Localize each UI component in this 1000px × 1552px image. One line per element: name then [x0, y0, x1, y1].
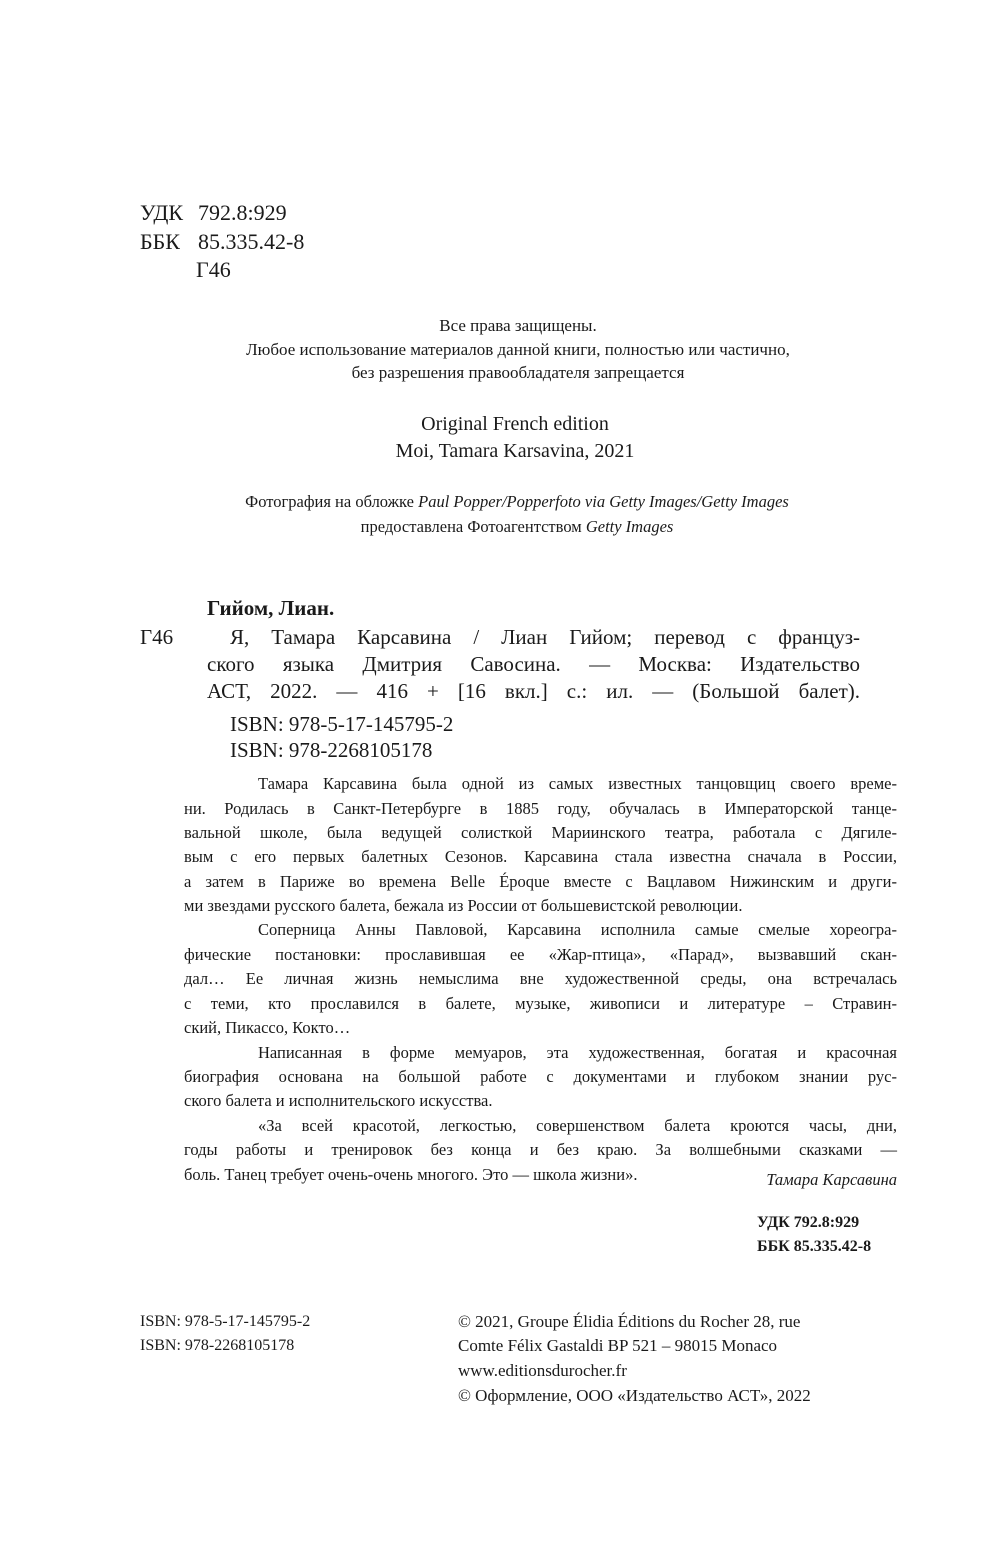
- photo-credit-line: [137, 494, 897, 511]
- udk-value: 792.8:929: [198, 200, 287, 225]
- description-line: вальной школе, была ведущей солисткой Мариинского театра, работала с Дягиле-: [184, 823, 897, 842]
- catalog-author: Гийом, Лиан.: [207, 596, 335, 620]
- description-line: ми звездами русского балета, бежала из России от большевистской революции.: [184, 896, 743, 915]
- description-line: биография основана на большой работе с документами и глубоком знании рус-: [184, 1067, 897, 1086]
- description-line: фические постановки: прославившая ее «Жар-птица», «Парад», вызвавший скан-: [184, 945, 897, 964]
- rights-line: без разрешения правообладателя запрещается: [351, 363, 685, 382]
- copyright-line: Comte Félix Gastaldi BP 521 – 98015 Monaco: [458, 1336, 778, 1355]
- description-line: годы работы и тренировок без конца и без краю. За волшебными сказками —: [184, 1140, 897, 1159]
- description-line: ский, Пикассо, Кокто…: [184, 1018, 351, 1037]
- description-line: «За всей красотой, легкостью, совершенством балета кроются часы, дни,: [258, 1116, 897, 1135]
- rights-line: Все права защищены.: [439, 316, 597, 335]
- description-line: а затем в Париже во времена Belle Époque вместе с Вацлавом Нижинским и други-: [184, 872, 897, 891]
- udk-label: УДК: [140, 200, 184, 225]
- description-line: ни. Родилась в Санкт-Петербурге в 1885 году, обучалась в Императорской танце-: [184, 799, 897, 818]
- description-line: вым с его первых балетных Сезонов. Карсавина стала известна сначала в России,: [184, 847, 897, 866]
- photo-credit-text: предоставлена Фотоагентством: [360, 517, 586, 536]
- bbk-value: 85.335.42-8: [198, 229, 305, 254]
- photo-credit-text: Фотография на обложке: [245, 492, 419, 511]
- photo-credit-line: [137, 519, 897, 536]
- isbn-bottom: ISBN: 978-5-17-145795-2: [140, 1313, 311, 1330]
- catalog-line: Я, Тамара Карсавина / Лиан Гийом; перевод с француз-: [230, 625, 860, 649]
- description-line: боль. Танец требует очень-очень многого. Это — школа жизни».: [184, 1165, 638, 1184]
- catalog-isbn: ISBN: 978-5-17-145795-2: [230, 712, 454, 736]
- catalog-line: ского языка Дмитрия Савосина. — Москва: Издательство: [207, 652, 860, 676]
- isbn-bottom: ISBN: 978-2268105178: [140, 1337, 295, 1354]
- author-sign: Г46: [196, 257, 231, 282]
- udk-bottom: УДК 792.8:929: [757, 1214, 860, 1231]
- bbk-label: ББК: [140, 229, 180, 254]
- original-edition-title: Moi, Tamara Karsavina, 2021: [395, 440, 635, 462]
- copyright-line: © 2021, Groupe Élidia Éditions du Rocher 28, rue: [458, 1312, 801, 1331]
- description-line: Написанная в форме мемуаров, эта художественная, богатая и красочная: [258, 1043, 897, 1062]
- rights-line: Любое использование материалов данной книги, полностью или частично,: [246, 340, 790, 359]
- photo-credit-source: Paul Popper/Popperfoto via Getty Images/Getty Images: [418, 492, 789, 511]
- description-line: с теми, кто прославился в балете, музыке, живописи и литературе – Стравин-: [184, 994, 897, 1013]
- photo-credit-agency: Getty Images: [585, 517, 674, 536]
- copyright-line: © Оформление, ООО «Издательство АСТ», 2022: [458, 1386, 811, 1405]
- catalog-isbn: ISBN: 978-2268105178: [230, 738, 433, 762]
- bbk-bottom: ББК 85.335.42-8: [757, 1238, 872, 1255]
- original-edition-line: Original French edition: [421, 413, 609, 435]
- publisher-website: www.editionsdurocher.fr: [458, 1361, 627, 1380]
- description-line: Тамара Карсавина была одной из самых известных танцовщиц своего време-: [258, 774, 897, 793]
- description-line: Соперница Анны Павловой, Карсавина исполнила самые смелые хореогра-: [258, 920, 897, 939]
- catalog-line: АСТ, 2022. — 416 + [16 вкл.] с.: ил. — (Большой балет).: [207, 679, 860, 703]
- description-line: дал… Ее личная жизнь немыслима вне художественной среды, она встречалась: [184, 969, 897, 988]
- catalog-sign: Г46: [140, 625, 174, 649]
- description-line: ского балета и исполнительского искусства.: [184, 1091, 493, 1110]
- quote-author: Тамара Карсавина: [766, 1170, 897, 1189]
